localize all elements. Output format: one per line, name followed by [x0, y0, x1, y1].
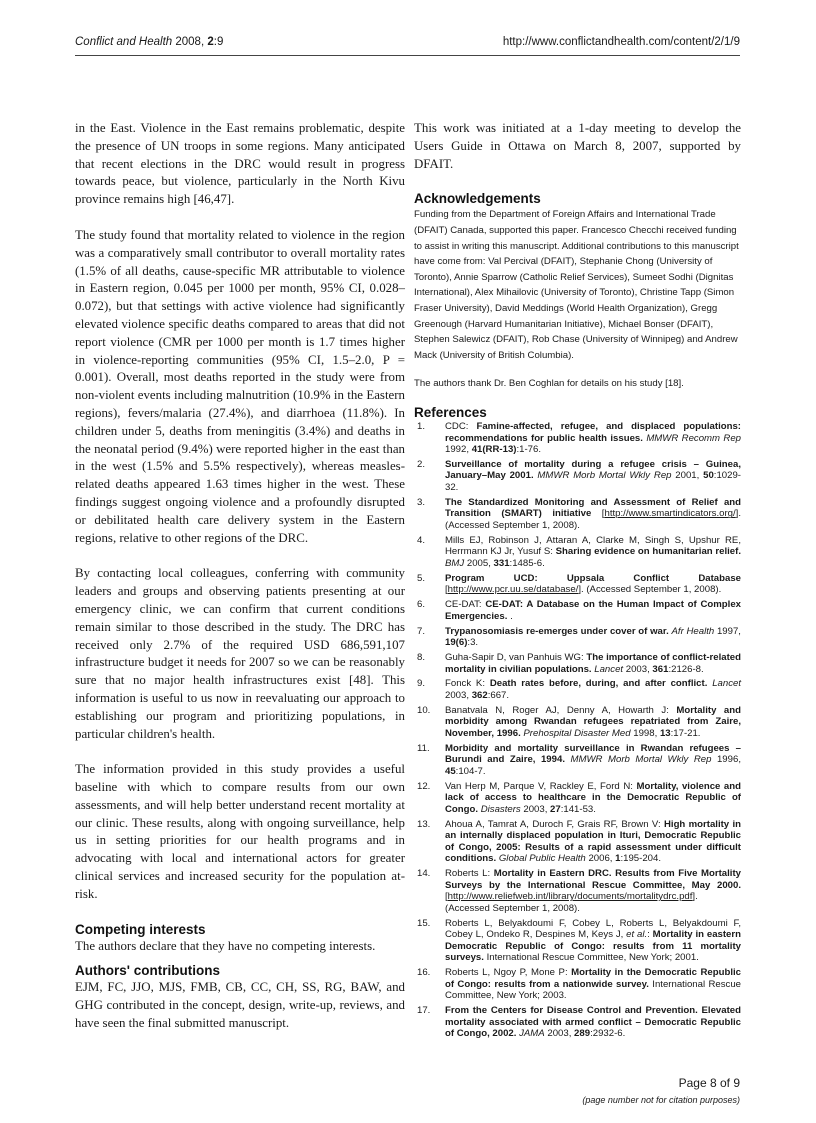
reference-title: Trypanosomiasis re-emerges under cover of war.: [445, 625, 669, 637]
reference-volume: 362: [471, 689, 488, 701]
reference-journal: MMWR Morb Mortal Wkly Rep: [570, 754, 712, 766]
reference-title: Morbidity and mortality surveillance in Rwandan refugees – Burundi and Zaire, 1994.: [445, 742, 741, 766]
reference-number: 7.: [417, 625, 426, 637]
running-header-url[interactable]: http://www.conflictandhealth.com/content/2/1/9: [502, 36, 740, 48]
body-paragraph: The study found that mortality related to violence in the region was a comparatively small contributor to overall mortality rates (1.5% of all deaths, cause-specific MR attributable to violence in Eastern region, 0.045 per 1000 per month, 95% CI, 0.028–0.072), but that settings with active violence had significantly elevated violence specific deaths compared to areas that did not report violence (CMR per 1000 per month is 1.7 times higher in violence-reporting communities (95% CI, 1.5–2.0, P = 0.001). Overall, most deaths reported in the study were from non-violent events including malnutrition (10.9% in the Eastern regions), fevers/malaria (27.4%), and diarrhoea (11.8%). In children under 5, deaths from meningitis (3.4%) and deaths in the neonatal period (9.4%) were reported higher in the east than in the west (1.5% and 5.5% respectively), whereas measles-related deaths appeared 1.63 times higher in the west. These findings suggest ongoing violence and a profoundly disrupted or debilitated health care delivery system in the Eastern regions, relative to other regions of the DRC.: [75, 227, 405, 545]
reference-item: [414, 599, 741, 622]
reference-item: [414, 678, 741, 701]
journal-name: Conflict and Health: [75, 36, 173, 48]
reference-title: Mortality in the Democratic Republic of Congo: results from a nationwide survey.: [445, 967, 741, 990]
reference-pages: :141-53.: [560, 803, 596, 815]
acknowledgements-section: [414, 191, 741, 392]
references-section: [414, 405, 741, 1040]
reference-title: Famine-affected, refugee, and displaced populations: recommendations for public health issues.: [445, 420, 741, 444]
reference-year: 2003,: [520, 803, 551, 815]
reference-item: [414, 819, 741, 865]
reference-title: Mortality and morbidity among Rwandan refugees repatriated from Zaire, November, 1996.: [445, 704, 741, 739]
reference-item: [414, 743, 741, 778]
running-header-citation: [75, 36, 223, 48]
reference-title: The Standardized Monitoring and Assessment of Relief and Transition (SMART) initiative: [445, 496, 741, 520]
reference-pages: :667.: [487, 689, 510, 701]
reference-authors: Fonck K:: [445, 678, 490, 690]
right-column: [414, 120, 741, 1043]
body-paragraph: By contacting local colleagues, conferring with community leaders and groups and observing patients presenting at our emergency clinic, we can confirm that current conditions remain similar to those described in the study. The DRC has received only 2.7% of the required USD 686,591,107 infrastructure budget it needs for 2007 so we can be reasonably sure that no major health infrastructures exist [48]. This information is useful to us now in reevaluating our approach to establishing our program and prioritizing populations, in particular children's health.: [75, 566, 405, 741]
reference-number: 1.: [417, 420, 426, 432]
reference-journal: BMJ: [445, 558, 465, 570]
authors-contributions-section: [75, 963, 405, 1032]
reference-authors: Van Herp M, Parque V, Rackley E, Ford N:: [445, 780, 637, 792]
competing-interests-text: The authors declare that they have no competing interests.: [75, 938, 376, 953]
reference-year: 2005,: [464, 558, 494, 570]
reference-title: From the Centers for Disease Control and Prevention. Elevated mortality associated with armed conflict – Democratic Republic of Congo, 2002.: [445, 1005, 741, 1040]
reference-number: 9.: [417, 678, 426, 690]
reference-title: Sharing evidence on humanitarian relief.: [555, 546, 741, 558]
reference-volume: 45: [445, 765, 456, 777]
reference-pages: International Rescue Committee, New York; 2001.: [483, 952, 699, 964]
reference-link[interactable]: http://www.reliefweb.int/library/documents/mortalitydrc.pdf: [447, 891, 693, 903]
reference-authors: Ahoua A, Tamrat A, Duroch F, Grais RF, Brown V:: [445, 818, 664, 830]
reference-authors: Mills EJ, Robinson J, Attaran A, Clarke M, Singh S, Upshur RE, Herrmann KJ Jr, Yusuf S:: [445, 534, 741, 558]
reference-pages: :1485-6.: [509, 558, 545, 570]
reference-authors: Guha-Sapir D, van Panhuis WG:: [445, 651, 587, 663]
reference-title: High mortality in an internally displaced population in Ituri, Democratic Republic of Congo, 2005: Results of a rapid assessment under difficult conditions.: [445, 818, 742, 865]
reference-item: [414, 459, 741, 494]
page-number: Page 8 of 9: [678, 1076, 740, 1090]
reference-item: [414, 421, 741, 456]
reference-year: 2006,: [585, 853, 616, 865]
reference-journal: Lancet: [712, 678, 741, 690]
reference-pages: :17-21.: [670, 727, 701, 739]
reference-item: [414, 535, 741, 570]
reference-volume: 50: [703, 470, 714, 482]
reference-authors: Roberts L:: [445, 868, 494, 880]
reference-item: 5. Program UCD: Uppsala Conflict Database [http://www.pcr.uu.se/database/]. (Accessed September 1, 2008).: [417, 572, 741, 596]
authors-contributions-text: EJM, FC, JJO, MJS, FMB, CB, CC, CH, SS, RG, BAW, and GHG contributed in the concept, design, write-up, reviews, and have seen the final submitted manuscript.: [75, 980, 405, 1031]
reference-pages: :2932-6.: [590, 1028, 626, 1040]
reference-journal: MMWR Morb Mortal Wkly Rep: [537, 470, 672, 482]
reference-title: The importance of conflict-related mortality in civilian populations.: [445, 651, 741, 675]
reference-authors: Roberts L, Belyakdoumi F, Cobey L, Roberts L, Belyakdoumi F, Cobey L, Ondeko R, Despines M, Keys J,: [445, 917, 741, 941]
reference-year: 1996,: [711, 754, 741, 766]
reference-number: 13.: [417, 818, 431, 830]
reference-number: 8.: [417, 651, 426, 663]
reference-et-al: et al.: [626, 929, 648, 941]
reference-number: 6.: [417, 599, 426, 611]
thanks-text: The authors thank Dr. Ben Coghlan for details on his study [18].: [414, 378, 684, 390]
reference-item: [414, 781, 741, 816]
reference-title: Mortality in Eastern DRC. Results from Five Mortality Surveys by the International Rescue Committee, May 2000.: [445, 868, 741, 891]
reference-volume: 27: [550, 803, 561, 815]
journal-year: 2008,: [175, 36, 205, 48]
section-heading: Competing interests: [75, 921, 206, 937]
reference-pages: :104-7.: [455, 765, 486, 777]
reference-item: 3. The Standardized Monitoring and Assessment of Relief and Transition (SMART) initiative [http://www.smartindicators.org/]. (Accessed September 1, 2008).: [417, 496, 741, 532]
header-rule: [75, 55, 740, 56]
reference-pages: :1029-32.: [445, 470, 741, 494]
reference-year: 2003,: [544, 1028, 575, 1040]
body-paragraph: in the East. Violence in the East remains problematic, despite the presence of UN troops in some regions. Many anticipated that recent elections in the DRC would result in progress towards peace, but violence, particularly in the North Kivu province remains high [46,47].: [75, 121, 405, 207]
reference-number: 14.: [417, 868, 431, 880]
reference-number: 11.: [417, 742, 430, 754]
reference-item: [414, 1005, 741, 1040]
reference-volume: 331: [493, 558, 510, 570]
reference-number: 12.: [417, 780, 431, 792]
reference-year: 2003,: [445, 689, 472, 701]
reference-journal: Disasters: [480, 803, 521, 815]
section-heading: References: [414, 404, 487, 420]
reference-title: Surveillance of mortality during a refugee crisis – Guinea, January–May 2001.: [445, 458, 741, 482]
reference-pages: :3.: [467, 637, 479, 649]
reference-authors: CDC:: [445, 420, 477, 432]
reference-number: 15.: [417, 917, 431, 929]
reference-volume: 1: [615, 853, 621, 865]
acknowledgements-text: Funding from the Department of Foreign Affairs and International Trade (DFAIT) Canada, supported this paper. Francesco Checchi received funding to assist in writing this manuscript. Additional contributions to this manuscript have come from: Val Percival (DFAIT), Stephanie Chong (University of Toronto), Annie Sparrow (Catholic Relief Services), Sumeet Sodhi (Dignitas International), Alex Mihailovic (University of Toronto), Christine Tapp (Simon Fraser University), David Meddings (World Health Organization), Gregg Greenough (Harvard Humanitarian Initiative), Michael Bonser (DFAIT), Stephen Salewicz (DFAIT), Rob Chase (University of Winnipeg) and Andrew Mack (University of British Columbia).: [414, 209, 739, 361]
reference-journal: Global Public Health: [498, 853, 586, 865]
reference-number: 16.: [417, 967, 431, 979]
body-paragraph: This work was initiated at a 1-day meeting to develop the Users Guide in Ottawa on March 8, 2007, supported by DFAIT.: [414, 121, 741, 171]
reference-authors-sep: :: [647, 929, 653, 941]
reference-pages: . (Accessed September 1, 2008).: [581, 584, 722, 596]
reference-item: [414, 705, 741, 740]
reference-number: 3.: [417, 496, 426, 508]
reference-year: 1992,: [445, 444, 472, 456]
reference-title: CE-DAT: A Database on the Human Impact of Complex Emergencies.: [445, 599, 742, 622]
journal-volume: 2: [207, 36, 214, 48]
reference-journal: Lancet: [594, 663, 624, 675]
reference-title: Program UCD: Uppsala Conflict Database: [445, 572, 741, 584]
reference-item: [414, 652, 741, 675]
section-heading: Authors' contributions: [75, 963, 220, 979]
reference-volume: 41(RR-13): [471, 444, 517, 456]
reference-pages: :1-76.: [516, 444, 542, 456]
reference-link[interactable]: http://www.pcr.uu.se/database/: [447, 584, 579, 596]
reference-number: 10.: [417, 704, 431, 716]
reference-title: Death rates before, during, and after conflict.: [489, 678, 708, 690]
reference-number: 5.: [417, 572, 426, 584]
reference-authors: Roberts L, Ngoy P, Mone P:: [445, 967, 572, 979]
reference-item: [414, 626, 741, 649]
reference-number: 4.: [417, 534, 426, 546]
reference-link[interactable]: http://www.smartindicators.org/: [604, 508, 736, 520]
reference-number: 2.: [417, 458, 426, 470]
reference-item: [414, 918, 741, 964]
reference-year: 2003,: [623, 663, 653, 675]
reference-item: 14. Roberts L: Mortality in Eastern DRC. Results from Five Mortality Surveys by the International Rescue Committee, May 2000. [http://www.reliefweb.int/library/documents/mortalitydrc.pdf]. (Accessed September 1, 2008).: [417, 868, 741, 914]
reference-pages: International Rescue Committee, New York; 2003.: [445, 978, 742, 1002]
journal-issue: :9: [213, 36, 224, 48]
reference-title: Mortality in eastern Democratic Republic of Congo: results from 11 mortality surveys.: [445, 929, 741, 964]
reference-year: 2001,: [671, 470, 704, 482]
reference-journal: Afr Health: [671, 625, 715, 637]
reference-pages: :2126-8.: [668, 663, 704, 675]
reference-volume: 19(6): [445, 637, 468, 649]
reference-item: [414, 967, 741, 1002]
reference-year: 1997,: [714, 625, 741, 637]
reference-year: 1998,: [630, 727, 660, 739]
reference-authors: CE-DAT:: [445, 599, 486, 611]
reference-volume: 361: [652, 663, 669, 675]
section-heading: Acknowledgements: [414, 191, 541, 207]
reference-title: Mortality, violence and lack of access to healthcare in the Democratic Republic of Congo.: [445, 780, 741, 815]
reference-pages: .: [507, 610, 513, 622]
page-number-note: (page number not for citation purposes): [582, 1095, 740, 1105]
reference-journal: Prehospital Disaster Med: [523, 727, 631, 739]
reference-pages: :195-204.: [620, 853, 662, 865]
reference-number: 17.: [417, 1005, 431, 1017]
left-column: [75, 120, 405, 1051]
reference-pages: . (Accessed September 1, 2008).: [445, 508, 741, 532]
reference-pages: . (Accessed September 1, 2008).: [445, 891, 698, 914]
reference-volume: 289: [574, 1028, 591, 1040]
reference-authors: Banatvala N, Roger AJ, Denny A, Howarth J:: [445, 704, 677, 716]
competing-interests-section: [75, 922, 405, 956]
reference-journal: JAMA: [519, 1028, 545, 1040]
reference-journal: MMWR Recomm Rep: [646, 432, 741, 444]
body-paragraph: The information provided in this study provides a useful baseline with which to compare results from our own assessments, and will help better understand recent mortality at our clinic. These results, along with ongoing surveillance, help us in setting priorities for our health programs and in advocating with local and international actors for greater clinical services and increased security for the population at-risk.: [75, 762, 405, 901]
references-list: [414, 421, 741, 1040]
reference-volume: 13: [659, 727, 671, 739]
